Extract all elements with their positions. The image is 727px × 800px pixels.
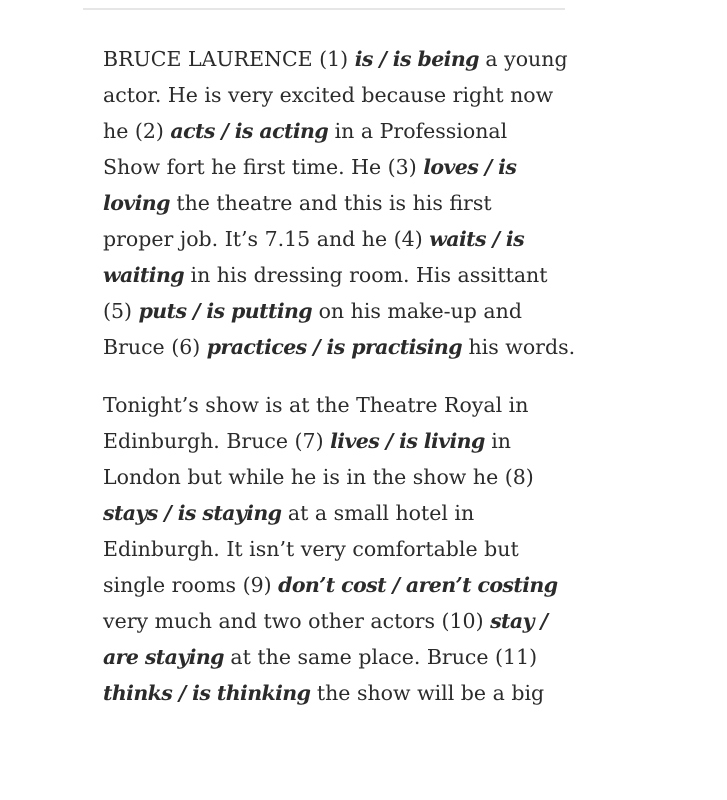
- text-line: [103, 603, 573, 639]
- answer-options: don’t cost / aren’t costing: [278, 573, 558, 597]
- answer-options: practices / is practising: [206, 335, 462, 359]
- text-segment: very much and two other actors (10): [103, 609, 491, 633]
- text-segment: his words.: [461, 335, 576, 359]
- answer-options: loving: [103, 191, 170, 215]
- text-segment: proper job. It’s 7.15 and he (4): [103, 227, 430, 251]
- text-line: [103, 567, 573, 603]
- text-segment: in his dressing room. His assittant: [184, 263, 548, 287]
- text-line: [103, 149, 573, 185]
- text-segment: actor. He is very excited because right now: [103, 83, 554, 107]
- text-line: [103, 675, 573, 711]
- text-line: [103, 293, 573, 329]
- answer-options: waiting: [103, 263, 185, 287]
- text-line: [103, 113, 573, 149]
- text-segment: (5): [103, 299, 139, 323]
- text-segment: a young: [478, 47, 568, 71]
- text-segment: Edinburgh. It isn’t very comfortable but: [103, 537, 519, 561]
- text-segment: Tonight’s show is at the Theatre Royal in: [103, 393, 529, 417]
- text-line: [103, 531, 573, 567]
- answer-options: waits / is: [429, 227, 525, 251]
- text-segment: single rooms (9): [103, 573, 279, 597]
- answer-options: lives / is living: [330, 429, 485, 453]
- text-line: [103, 459, 573, 495]
- text-segment: at a small hotel in: [281, 501, 475, 525]
- text-line: [103, 639, 573, 675]
- answer-options: puts / is putting: [138, 299, 313, 323]
- text-segment: he (2): [103, 119, 171, 143]
- text-segment: at the same place. Bruce (11): [223, 645, 538, 669]
- article-body: [103, 41, 576, 733]
- text-line: [103, 77, 573, 113]
- text-segment: the theatre and this is his first: [169, 191, 492, 215]
- answer-options: thinks / is thinking: [103, 681, 311, 705]
- answer-options: loves / is: [423, 155, 517, 179]
- paragraph-2: [103, 387, 573, 711]
- text-segment: Edinburgh. Bruce (7): [103, 429, 331, 453]
- answer-options: stay /: [490, 609, 548, 633]
- text-segment: London but while he is in the show he (8): [103, 465, 534, 489]
- top-divider: [83, 8, 565, 10]
- text-line: [103, 495, 573, 531]
- text-line: [103, 329, 576, 365]
- text-segment: Show fort he first time. He (3): [103, 155, 424, 179]
- answer-options: is / is being: [354, 47, 479, 71]
- text-line: [103, 423, 573, 459]
- text-line: [103, 387, 573, 423]
- text-segment: on his make-up and: [312, 299, 522, 323]
- answer-options: are staying: [103, 645, 224, 669]
- text-segment: Bruce (6): [103, 335, 207, 359]
- text-line: [103, 41, 573, 77]
- answer-options: acts / is acting: [170, 119, 329, 143]
- text-line: [103, 257, 573, 293]
- text-line: [103, 221, 573, 257]
- text-segment: in: [484, 429, 511, 453]
- text-line: [103, 185, 573, 221]
- answer-options: stays / is staying: [103, 501, 282, 525]
- text-segment: BRUCE LAURENCE (1): [103, 47, 355, 71]
- text-segment: the show will be a big: [310, 681, 545, 705]
- paragraph-1: [103, 41, 576, 365]
- text-segment: in a Professional: [328, 119, 508, 143]
